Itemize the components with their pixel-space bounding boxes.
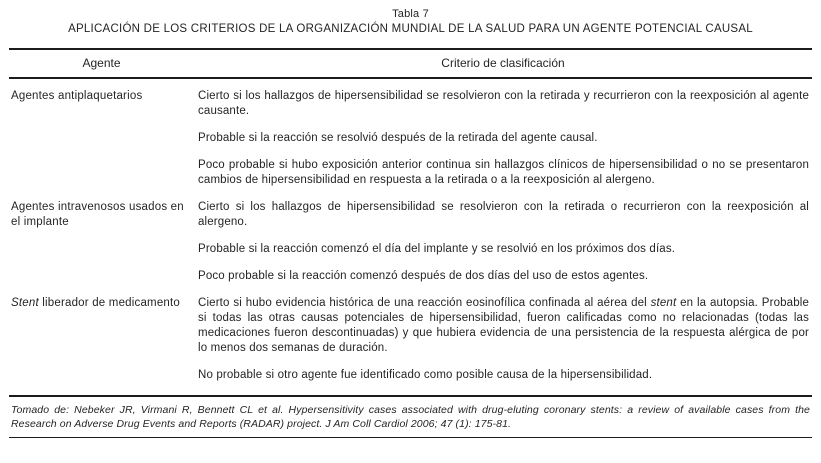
source-note: Tomado de: Nebeker JR, Virmani R, Bennett CL et al. Hypersensitivity cases associated with drug-eluting coronary stents: a review of available cases from the Research on Adverse Drug Events and Reports (RADAR) project. J Am Coll Cardiol 2006; 47 (1): 175-81. [11,404,810,430]
table-header-row [9,50,812,77]
criterion-paragraph [198,296,809,356]
criterion-paragraph: Poco probable si la reacción comenzó después de dos días del uso de estos agentes. [198,270,649,282]
text-fragment: Agentes intravenosos usados en el implante [11,201,184,228]
column-header-agente: Agente [82,56,121,70]
text-fragment: stent [650,297,677,309]
text-fragment: Stent [11,297,39,309]
agent-cell [9,89,196,200]
table-label: Tabla 7 [392,8,429,20]
criterion-paragraph: Probable si la reacción se resolvió después de la retirada del agente causal. [198,132,598,144]
column-header-criterio: Criterio de clasificación [441,56,565,70]
criterion-paragraph: No probable si otro agente fue identificado como posible causa de la hipersensibilidad. [198,369,653,381]
table-caption [9,8,812,35]
text-fragment: liberador de medicamento [38,297,181,309]
text-fragment: Agentes antiplaquetarios [11,90,143,102]
criteria-cell [196,296,812,395]
bottom-rule [9,437,812,438]
criterion-paragraph: Poco probable si hubo exposición anterior continua sin hallazgos clínicos de hipersensibilidad o no se presentaron cambios de hipersensibilidad en respuesta a la retirada o a la reexposición al alergeno. [198,159,809,186]
agent-cell [9,200,196,296]
table-row [9,89,812,200]
criterion-paragraph: Probable si la reacción comenzó el día del implante y se resolvió en los próximos dos días. [198,243,676,255]
table-row [9,296,812,395]
criteria-cell [196,200,812,296]
text-fragment: en la autopsia. Probable si todas las otras causas potenciales de hipersensibilidad, fueron calificadas como no relacionadas (todas las medicaciones fueron descontinuadas) y que hubiera evidencia de una persistencia de la respuesta alérgica de por lo menos dos semanas de duración. [198,297,810,354]
text-fragment: Cierto si hubo evidencia histórica de una reacción eosinofílica confinada al aérea del [198,297,651,309]
agent-cell [9,296,196,395]
criteria-cell [196,89,812,200]
table-title: APLICACIÓN DE LOS CRITERIOS DE LA ORGANIZACIÓN MUNDIAL DE LA SALUD PARA UN AGENTE POTENCIAL CAUSAL [68,23,753,35]
criterion-paragraph: Cierto si los hallazgos de hipersensibilidad se resolvieron con la retirada o recurrieron con la reexposición al alergeno. [198,201,809,228]
criterion-paragraph: Cierto si los hallazgos de hipersensibilidad se resolvieron con la retirada y recurrieron con la reexposición al agente causante. [198,90,809,117]
table-body [9,79,812,395]
table-row [9,200,812,296]
